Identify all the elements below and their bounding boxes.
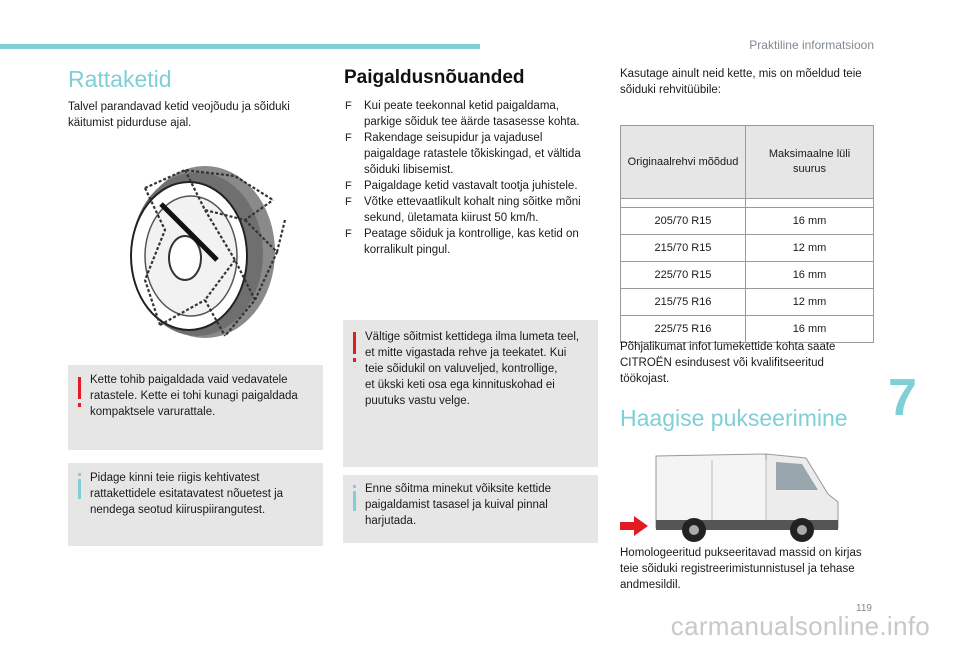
list-item: F Peatage sõiduk ja kontrollige, kas ketid on korralikult pingul. (345, 228, 579, 256)
tyre-size-table (620, 125, 874, 343)
table-row: 225/70 R15 16 mm (621, 262, 874, 289)
list-item: F Rakendage seisupidur ja vajadusel paigaldage ratastele tõkiskingad, et vältida sõiduki libisemist. (345, 132, 581, 176)
warning-line: et mitte vigastada rehve ja teekatet. Kui (365, 347, 567, 359)
intro-rattaketid: Talvel parandavad ketid veojõudu ja sõiduki käitumist pidurduse ajal. (68, 101, 290, 129)
warning-box-no-snow (343, 320, 598, 467)
page-number: 119 (856, 603, 872, 614)
van-towing-illustration (616, 450, 848, 544)
warning-line: ratastele. Kette ei tohi kunagi paigaldada (90, 390, 298, 402)
list-item: F Kui peate teekonnal ketid paigaldama, parkige sõiduk tee äärde tasasesse kohta. (345, 100, 580, 128)
intro-chain-types: Kasutage ainult neid kette, mis on mõeldud teie sõiduki rehvitüübile: (620, 68, 862, 96)
table-row: 225/75 R16 16 mm (621, 316, 874, 343)
info-icon (78, 479, 81, 499)
info-line: rattakettidele esitatavatest nõuetest ja (90, 488, 284, 500)
info-box-practice (343, 475, 598, 543)
snow-chain-wheel-illustration (105, 160, 293, 342)
warning-line: puutuks vastu velge. (365, 395, 470, 407)
info-box-regulations (68, 463, 323, 546)
warning-line: et ükski keti osa ega kinnituskohad ei (365, 379, 555, 391)
info-line: nendega seotud kiiruspiirangutest. (90, 504, 266, 516)
table-header-original-size: Originaalrehvi mõõdud (621, 126, 746, 199)
info-line: paigaldamist tasasel ja kuival pinnal (365, 499, 548, 511)
info-line: harjutada. (365, 515, 417, 527)
list-item: F Võtke ettevaatlikult kohalt ning sõitke mõni sekund, ületamata kiirust 50 km/h. (345, 196, 581, 224)
towing-mass-text: Homologeeritud pukseeritavad massid on kirjas teie sõiduki registreerimistunnistusel ja tehase andmesildil. (620, 547, 862, 591)
chapter-number: 7 (888, 369, 917, 427)
table-header-max-link: Maksimaalne lüli suurus (746, 126, 874, 199)
title-rattaketid: Rattaketid (68, 66, 172, 92)
warning-line: kompaktsele varurattale. (90, 406, 216, 418)
table-row: 205/70 R15 16 mm (621, 208, 874, 235)
warning-line: Vältige sõitmist kettidega ilma lumeta teel, (365, 331, 580, 343)
info-icon (353, 491, 356, 511)
title-paigaldusnouanded: Paigaldusnõuanded (344, 67, 525, 88)
info-line: Enne sõitma minekut võiksite kettide (365, 483, 552, 495)
table-row: 215/70 R15 12 mm (621, 235, 874, 262)
note-dealer: Põhjalikumat infot lumekettide kohta saate CITROËN esindusest või kvalifitseeritud töökojast. (620, 341, 836, 385)
info-line: Pidage kinni teie riigis kehtivatest (90, 472, 260, 484)
watermark: carmanualsonline.info (670, 611, 930, 641)
section-header: Praktiline informatsioon (749, 38, 874, 52)
warning-line: Kette tohib paigaldada vaid vedavatele (90, 374, 288, 386)
warning-box-compact-spare (68, 365, 323, 450)
table-row: 215/75 R16 12 mm (621, 289, 874, 316)
header-accent-bar (0, 44, 480, 49)
title-haagise-pukseerimine: Haagise pukseerimine (620, 405, 848, 431)
installation-steps-list (344, 98, 600, 258)
list-item: F Paigaldage ketid vastavalt tootja juhistele. (345, 180, 578, 192)
warning-line: teie sõidukil on valuveljed, kontrollige, (365, 363, 558, 375)
tow-arrow-icon (620, 516, 648, 536)
warning-icon (78, 377, 81, 399)
warning-icon (353, 332, 356, 354)
